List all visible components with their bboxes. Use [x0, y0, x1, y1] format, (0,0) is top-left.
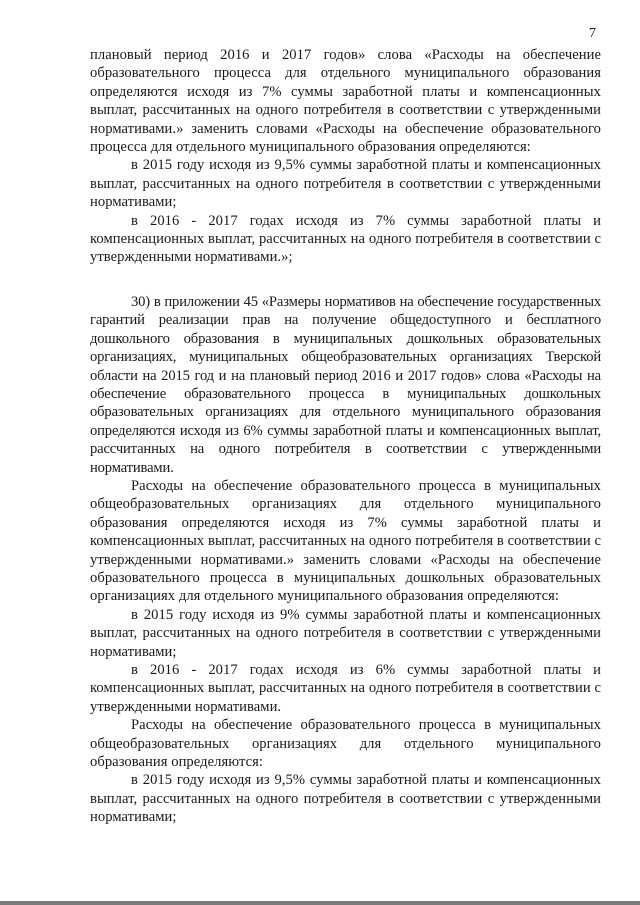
paragraph-general-schools-new: Расходы на обеспечение образовательного процесса в муниципальных общеобразовательных организациях для отдельного муниципального образования определяются:: [90, 717, 601, 771]
paragraph-preschool-2015: в 2015 году исходя из 9% суммы заработной платы и компенсационных выплат, рассчитанных на одного потребителя в соответствии с утвержденными нормативами;: [90, 606, 601, 660]
paragraph-preschool-2016-2017: в 2016 - 2017 годах исходя из 6% суммы заработной платы и компенсационных выплат, рассчитанных на одного потребителя в соответствии с утвержденными нормативами.: [90, 662, 601, 715]
page-number: 7: [589, 26, 596, 41]
paragraph-2016-2017-rate: в 2016 - 2017 годах исходя из 7% суммы заработной платы и компенсационных выплат, рассчитанных на одного потребителя в соответствии с утвержденными нормативами.»;: [90, 212, 601, 266]
paragraph-item-30: 30) в приложении 45 «Размеры нормативов на обеспечение государственных гарантий реализации прав на получение общедоступного и бесплатного дошкольного образования в муниципальных дошкольных образовательных организациях, муниципальных общеобразовательных организациях Тверской области на 2015 год и на плановый период 2016 и 2017 годов» слова «Расходы на обеспечение образовательного процесса в муниципальных дошкольных образовательных организациях для отдельного муниципального образования определяются исходя из 6% суммы заработной платы и компенсационных выплат, рассчитанных на одного потребителя в соответствии с утвержденными нормативами.: [90, 293, 601, 476]
document-body: [90, 46, 601, 827]
paragraph-continuation: плановый период 2016 и 2017 годов» слова «Расходы на обеспечение образовательного процесса для отдельного муниципального образования определяются исходя из 7% суммы заработной платы и компенсационных выплат, рассчитанных на одного потребителя в соответствии с утвержденными нормативами.» заменить словами «Расходы на обеспечение образовательного процесса для отдельного муниципального образования определяются:: [90, 47, 601, 156]
paragraph-general-2015: в 2015 году исходя из 9,5% суммы заработной платы и компенсационных выплат, рассчитанных на одного потребителя в соответствии с утвержденными нормативами;: [90, 772, 601, 826]
paragraph-2015-rate: в 2015 году исходя из 9,5% суммы заработной платы и компенсационных выплат, рассчитанных на одного потребителя в соответствии с утвержденными нормативами;: [90, 157, 601, 211]
scan-bottom-edge: [0, 901, 640, 905]
paragraph-general-schools: Расходы на обеспечение образовательного процесса в муниципальных общеобразовательных организациях для отдельного муниципального образования определяются исходя из 7% суммы заработной платы и компенсационных выплат, рассчитанных на одного потребителя в соответствии с утвержденными нормативами.» заменить словами «Расходы на обеспечение образовательного процесса в муниципальных дошкольных образовательных организациях для отдельного муниципального образования определяются:: [90, 477, 601, 605]
